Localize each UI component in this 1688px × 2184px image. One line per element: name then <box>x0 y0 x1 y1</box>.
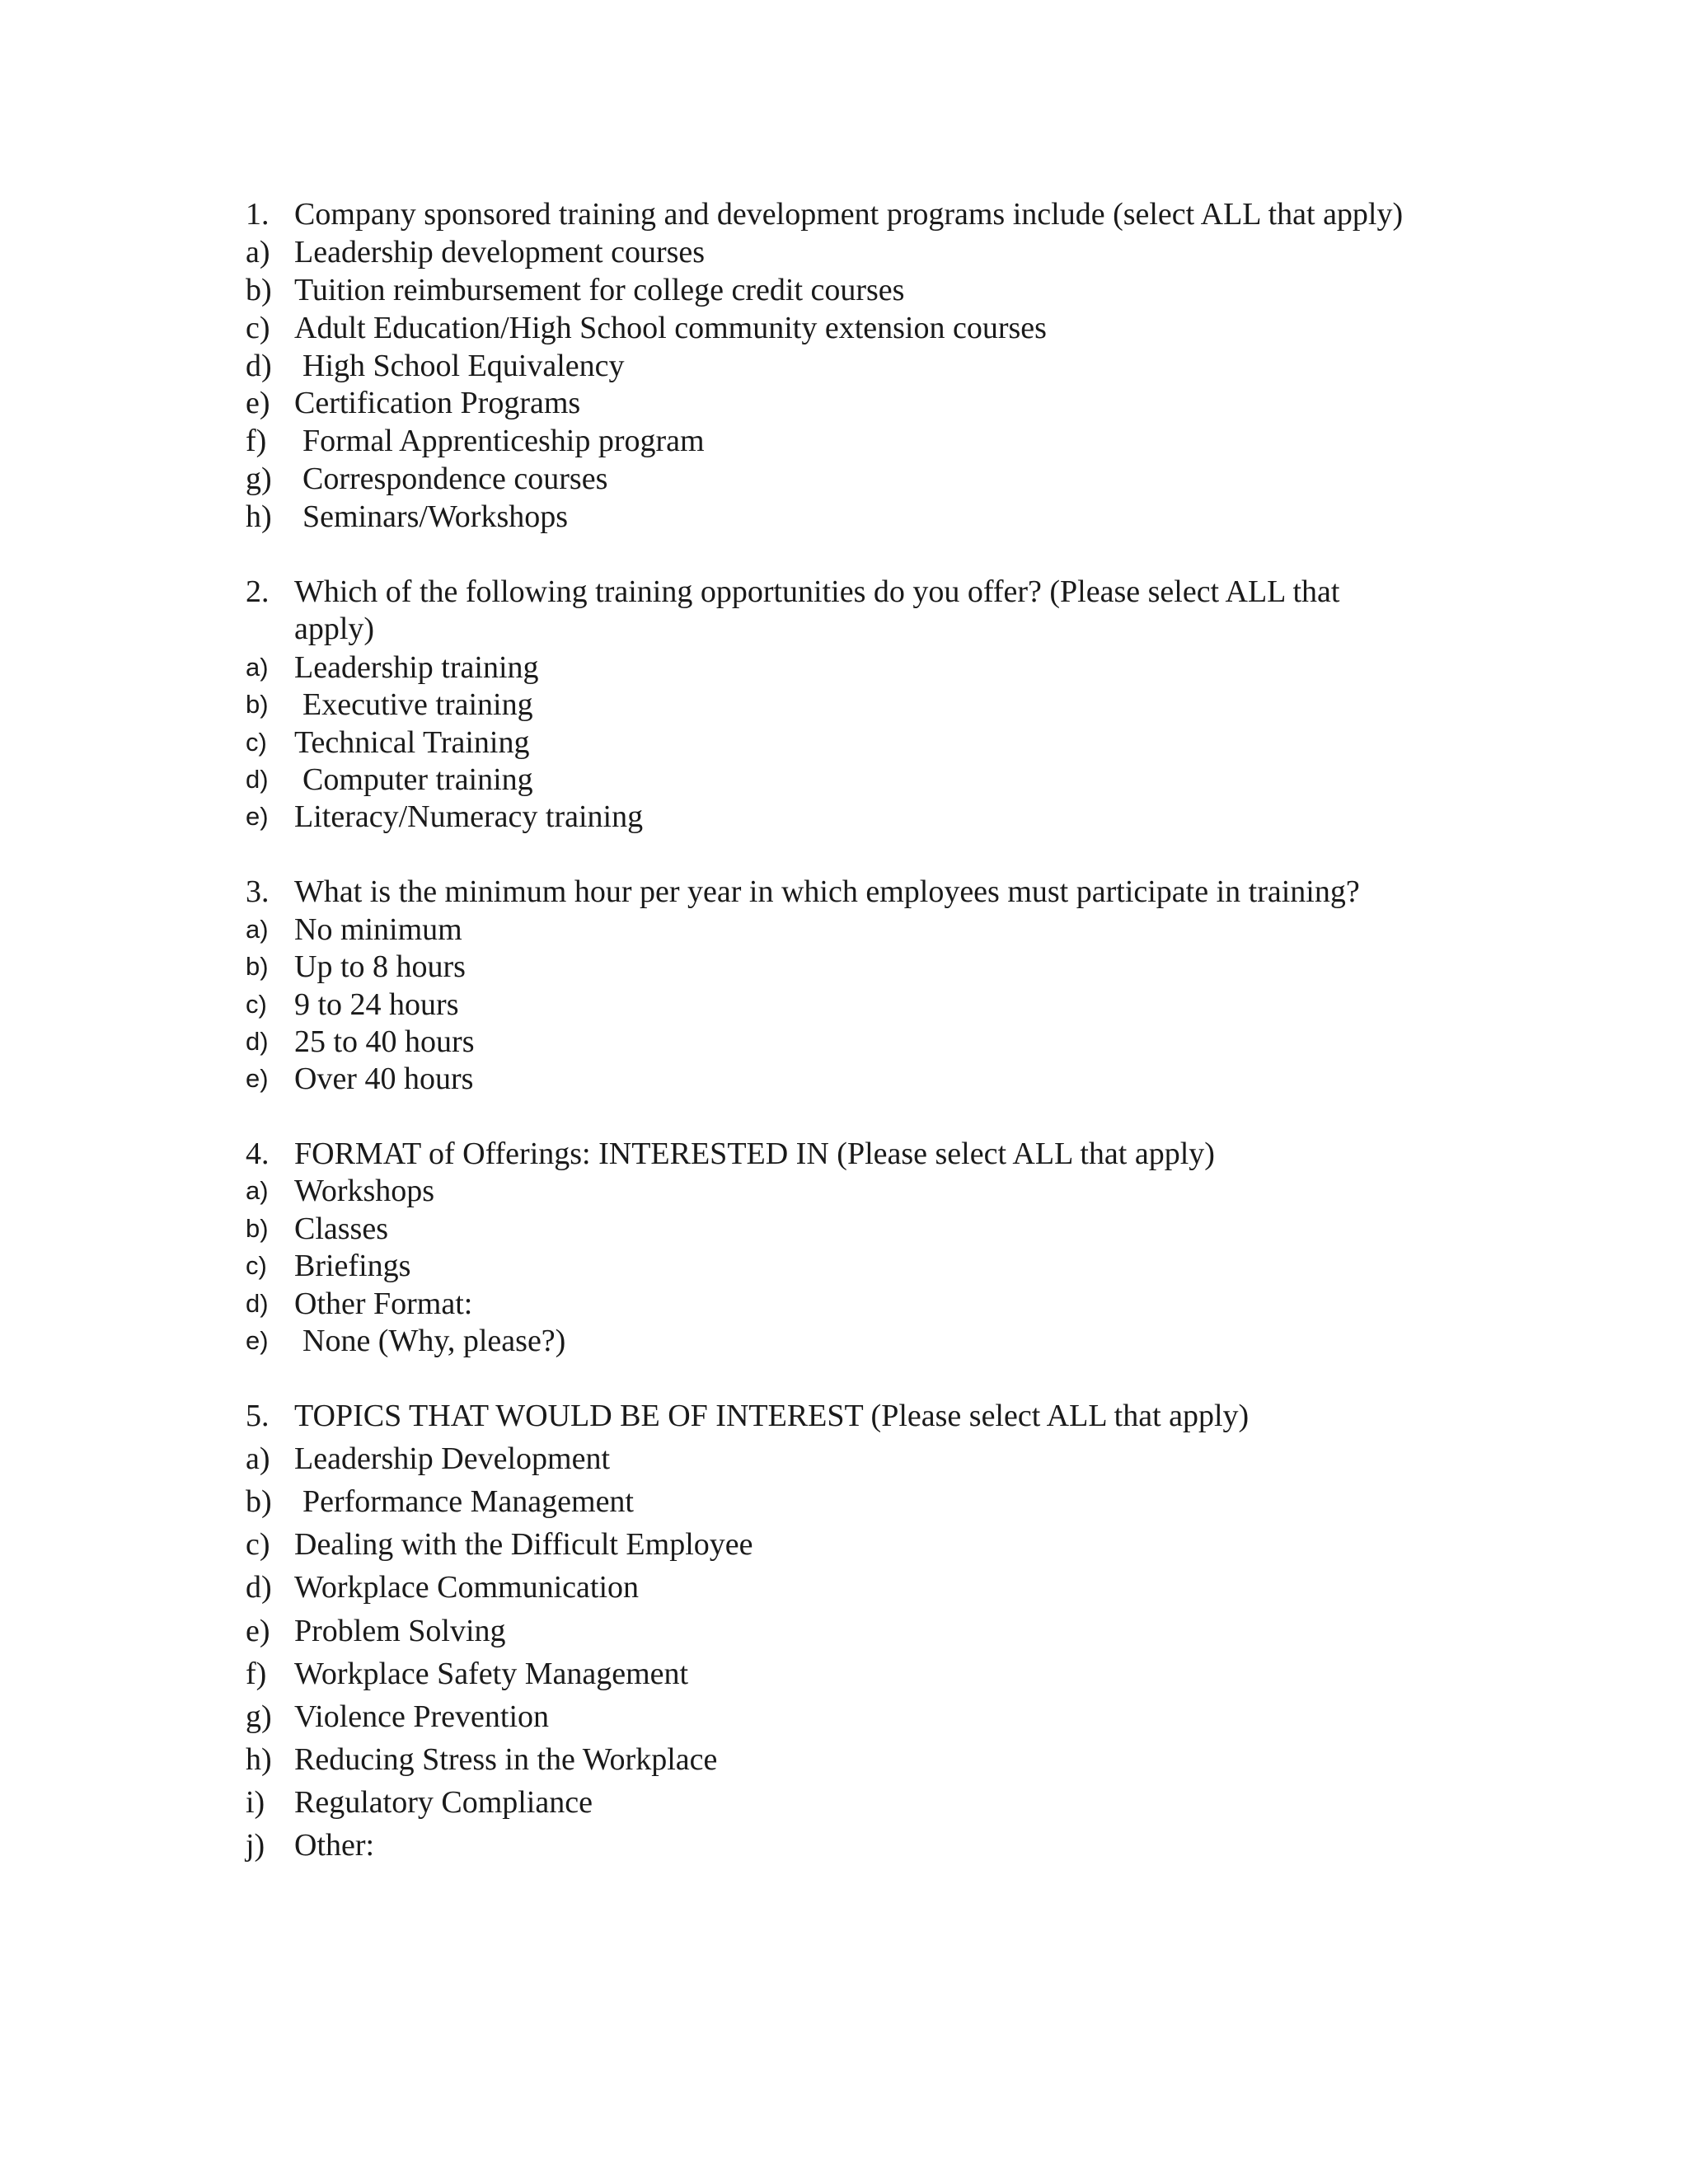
question-number: 1. <box>246 197 270 232</box>
option-text: Adult Education/High School community extension courses <box>294 311 1047 345</box>
option-letter: b) <box>246 1214 269 1243</box>
option-text: 9 to 24 hours <box>294 987 459 1022</box>
option-letter: a) <box>246 1441 270 1476</box>
option-text: Leadership development courses <box>294 235 706 269</box>
question-text: Which of the following training opportunities do you offer? (Please select ALL that <box>294 574 1340 609</box>
option-text: Reducing Stress in the Workplace <box>294 1742 718 1777</box>
option-text: High School Equivalency <box>302 349 625 383</box>
question-number: 5. <box>246 1399 270 1433</box>
option-text: Dealing with the Difficult Employee <box>294 1527 753 1562</box>
option-letter: d) <box>246 349 272 383</box>
option-letter: c) <box>246 1527 270 1562</box>
option-text: Classes <box>294 1212 388 1246</box>
option-letter: d) <box>246 1570 272 1605</box>
option-text: Workshops <box>294 1174 435 1208</box>
option-letter: b) <box>246 273 272 307</box>
option-letter: a) <box>246 235 270 269</box>
question-text: TOPICS THAT WOULD BE OF INTEREST (Please select ALL that apply) <box>294 1399 1250 1433</box>
option-letter: h) <box>246 1742 272 1777</box>
option-text: Workplace Communication <box>294 1570 639 1605</box>
option-letter: j) <box>246 1828 265 1863</box>
option-text: Tuition reimbursement for college credit courses <box>294 273 905 307</box>
option-text: Literacy/Numeracy training <box>294 799 644 834</box>
option-text: Performance Management <box>302 1484 634 1519</box>
question-number: 4. <box>246 1137 270 1171</box>
option-letter: e) <box>246 1064 269 1093</box>
option-text: Workplace Safety Management <box>294 1657 689 1691</box>
option-letter: i) <box>246 1785 265 1820</box>
option-letter: a) <box>246 1176 269 1205</box>
option-letter: b) <box>246 690 269 719</box>
option-text: Up to 8 hours <box>294 949 466 984</box>
option-text: Problem Solving <box>294 1614 506 1648</box>
option-text: Briefings <box>294 1249 411 1283</box>
option-letter: b) <box>246 1484 272 1519</box>
option-letter: c) <box>246 1251 267 1280</box>
option-text: Over 40 hours <box>294 1062 474 1096</box>
option-letter: h) <box>246 499 272 534</box>
option-text: Regulatory Compliance <box>294 1785 593 1820</box>
option-letter: f) <box>246 424 267 458</box>
option-letter: e) <box>246 1614 270 1648</box>
question-text: FORMAT of Offerings: INTERESTED IN (Please select ALL that apply) <box>294 1137 1215 1171</box>
option-text: Technical Training <box>294 725 530 760</box>
option-letter: a) <box>246 915 269 944</box>
option-text: Other: <box>294 1828 375 1863</box>
option-text: No minimum <box>294 912 462 947</box>
question-number: 3. <box>246 874 270 909</box>
option-letter: c) <box>246 990 267 1019</box>
option-letter: c) <box>246 728 267 757</box>
option-letter: d) <box>246 1027 269 1056</box>
question-number: 2. <box>246 574 270 609</box>
option-letter: e) <box>246 802 269 831</box>
option-letter: e) <box>246 1326 269 1355</box>
option-text: Correspondence courses <box>302 462 608 496</box>
option-letter: c) <box>246 311 270 345</box>
option-text: Computer training <box>302 762 533 797</box>
option-letter: b) <box>246 952 269 981</box>
option-letter: d) <box>246 1289 269 1318</box>
option-text: Seminars/Workshops <box>302 499 569 534</box>
question-text: Company sponsored training and development programs include (select ALL that apply) <box>294 197 1404 232</box>
option-letter: e) <box>246 386 270 420</box>
option-text: Other Format: <box>294 1286 473 1321</box>
option-text: Formal Apprenticeship program <box>302 424 705 458</box>
option-letter: d) <box>246 765 269 794</box>
option-text: Certification Programs <box>294 386 581 420</box>
option-text: Violence Prevention <box>294 1699 550 1734</box>
option-text: Leadership Development <box>294 1441 611 1476</box>
option-letter: f) <box>246 1657 267 1691</box>
option-text: None (Why, please?) <box>302 1324 566 1358</box>
option-text: Executive training <box>302 687 533 722</box>
question-text: What is the minimum hour per year in which employees must participate in training? <box>294 874 1360 909</box>
option-letter: a) <box>246 653 269 682</box>
question-text-continued: apply) <box>294 612 375 646</box>
option-text: 25 to 40 hours <box>294 1024 475 1059</box>
option-text: Leadership training <box>294 650 539 685</box>
option-letter: g) <box>246 1699 272 1734</box>
option-letter: g) <box>246 462 272 496</box>
